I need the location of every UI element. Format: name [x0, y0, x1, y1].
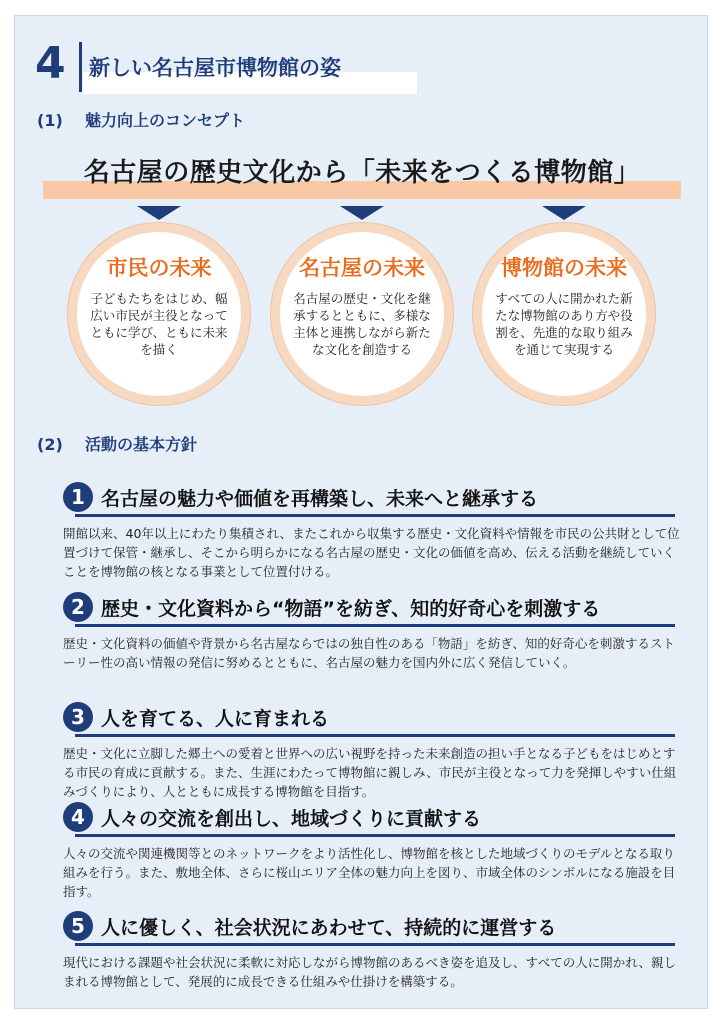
policies-heading-number: (2) — [37, 435, 63, 454]
policy-number-badge: 3 — [63, 702, 93, 732]
circle-title: 博物館の未来 — [501, 256, 627, 280]
policy-title: 人々の交流を創出し、地域づくりに貢献する — [101, 808, 482, 830]
policy-underline — [75, 943, 675, 946]
policy-underline — [75, 514, 675, 517]
circle-body: 名古屋の歴史・文化を継承するとともに、多様な主体と連携しながら新たな文化を創造する — [293, 291, 431, 357]
policy-number-badge: 5 — [63, 911, 93, 941]
document-panel — [14, 15, 708, 1009]
concept-heading-text: 魅力向上のコンセプト — [85, 111, 246, 130]
policy-underline — [75, 734, 675, 737]
section-number: 4 — [35, 38, 66, 89]
circle-body: 子どもたちをはじめ、幅広い市民が主役となってともに学び、ともに未来を描く — [90, 291, 228, 357]
policy-body: 歴史・文化に立脚した郷土への愛着と世界への広い視野を持った未来創造の担い手となる子どもをはじめとする市民の育成に貢献する。また、生涯にわたって博物館に親しみ、市民が主役となって力を発揮しやすい仕組みづくりにより、人とともに成長する博物館を目指す。 — [63, 746, 677, 799]
policy-underline — [75, 834, 675, 837]
policy-body: 現代における課題や社会状況に柔軟に対応しながら博物館のあるべき姿を追及し、すべての人に開かれ、親しまれる博物館として、発展的に成長できる仕組みや仕掛けを構築する。 — [63, 955, 677, 989]
concept-circle-citizens — [77, 232, 241, 396]
policy-body: 開館以来、40年以上にわたり集積され、またこれから収集する歴史・文化資料や情報を市民の公共財として位置づけて保管・継承し、そこから明らかになる名古屋の歴史・文化の価値を高め、伝える活動を継続していくことを博物館の核となる事業として位置付ける。 — [63, 526, 680, 579]
concept-heading-number: (1) — [37, 111, 63, 130]
policy-number-badge: 1 — [63, 482, 93, 512]
policy-number-badge: 4 — [63, 802, 93, 832]
policies-heading — [37, 432, 197, 455]
policy-title: 人に優しく、社会状況にあわせて、持続的に運営する — [101, 917, 557, 939]
arrow-down-icon — [542, 206, 586, 220]
policy-underline — [75, 624, 675, 627]
concept-circle-museum — [482, 232, 646, 396]
policy-body: 人々の交流や関連機関等とのネットワークをより活性化し、博物館を核とした地域づくりのモデルとなる取り組みを行う。また、敷地全体、さらに桜山エリア全体の魅力向上を図り、市域全体のシンボルになる施設を目指す。 — [63, 846, 676, 899]
policy-title: 歴史・文化資料から“物語”を紡ぎ、知的好奇心を刺激する — [101, 598, 601, 620]
policy-title: 人を育てる、人に育まれる — [101, 708, 330, 730]
policy-number-badge: 2 — [63, 592, 93, 622]
policies-heading-text: 活動の基本方針 — [85, 435, 198, 454]
concept-circle-nagoya — [280, 232, 444, 396]
section-title: 新しい名古屋市博物館の姿 — [89, 56, 341, 80]
concept-slogan: 名古屋の歴史文化から「未来をつくる博物館」 — [83, 158, 641, 188]
section-divider — [79, 42, 82, 92]
arrow-down-icon — [340, 206, 384, 220]
circle-title: 市民の未来 — [106, 256, 212, 280]
section-header — [35, 38, 415, 96]
circle-title: 名古屋の未来 — [299, 256, 425, 280]
policy-body: 歴史・文化資料の価値や背景から名古屋ならではの独自性のある「物語」を紡ぎ、知的好奇心を刺激するストーリー性の高い情報の発信に努めるとともに、名古屋の魅力を国内外に広く発信していく。 — [63, 636, 675, 670]
policy-title: 名古屋の魅力や価値を再構築し、未来へと継承する — [101, 488, 539, 510]
circle-body: すべての人に開かれた新たな博物館のあり方や役割を、先進的な取り組みを通じて実現する — [495, 291, 633, 357]
arrow-down-icon — [137, 206, 181, 220]
concept-heading — [37, 108, 245, 131]
